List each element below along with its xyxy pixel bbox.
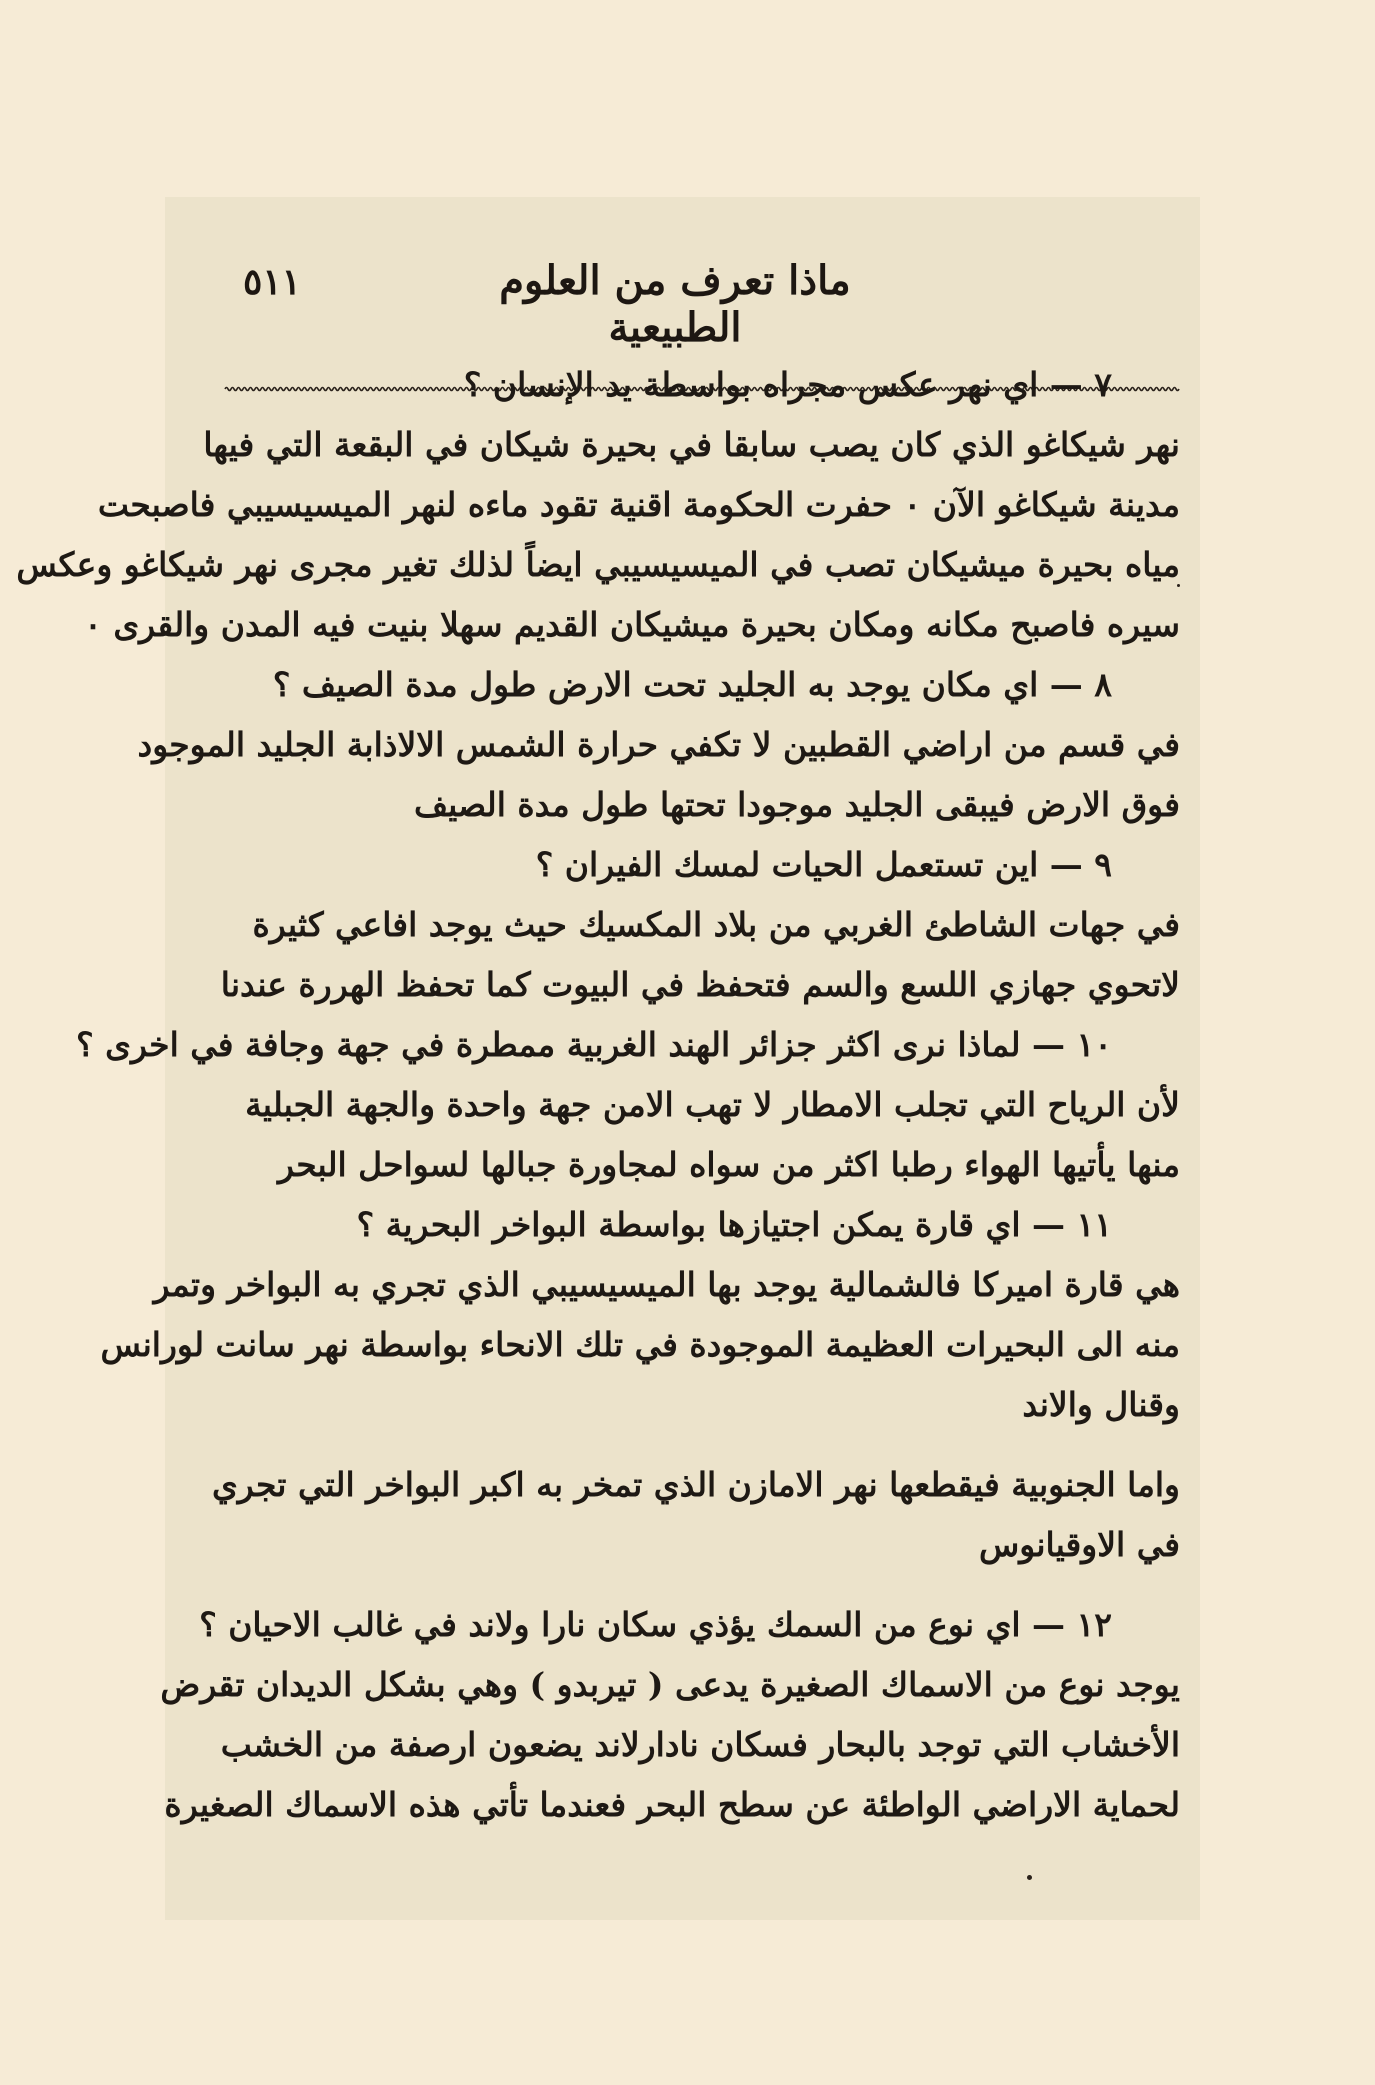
- question-10: ١٠ — لماذا نرى اكثر جزائر الهند الغربية ممطرة في جهة وجافة في اخرى ؟: [76, 1025, 1112, 1064]
- text-line: منها يأتيها الهواء رطبا اكثر من سواه لمجاورة جبالها لسواحل البحر: [278, 1145, 1180, 1184]
- text-line: فوق الارض فيبقى الجليد موجودا تحتها طول مدة الصيف: [413, 785, 1180, 824]
- book-page: [16, 197, 1200, 1920]
- text-line: منه الى البحيرات العظيمة الموجودة في تلك الانحاء بواسطة نهر سانت لورانس: [100, 1325, 1180, 1364]
- text-line: هي قارة اميركا فالشمالية يوجد بها الميسيسيبي الذي تجري به البواخر وتمر: [153, 1265, 1180, 1304]
- text-line: مدينة شيكاغو الآن ٠ حفرت الحكومة اقنية تقود ماءه لنهر الميسيسيبي فاصبحت: [97, 485, 1180, 524]
- question-12: ١٢ — اي نوع من السمك يؤذي سكان نارا ولاند في غالب الاحيان ؟: [199, 1605, 1112, 1644]
- text-line: يوجد نوع من الاسماك الصغيرة يدعى ( تيربدو ) وهي بشكل الديدان تقرض: [160, 1665, 1180, 1704]
- text-line: في الاوقيانوس: [979, 1525, 1180, 1564]
- page-number: ٥١١: [243, 261, 302, 303]
- text-line: الأخشاب التي توجد بالبحار فسكان نادارلاند يضعون ارصفة من الخشب: [220, 1725, 1180, 1764]
- question-7: ٧ — اي نهر عكس مجراه بواسطة يد الإنسان ؟: [463, 365, 1112, 404]
- question-8: ٨ — اي مكان يوجد به الجليد تحت الارض طول مدة الصيف ؟: [272, 665, 1112, 704]
- text-line: وقنال والاند: [1022, 1385, 1180, 1424]
- text-line: في قسم من اراضي القطبين لا تكفي حرارة الشمس الالاذابة الجليد الموجود: [137, 725, 1180, 764]
- page-header: [165, 257, 1200, 351]
- running-title: ماذا تعرف من العلوم الطبيعية: [499, 257, 851, 351]
- page-body: [16, 355, 1180, 1835]
- text-line: واما الجنوبية فيقطعها نهر الامازن الذي تمخر به اكبر البواخر التي تجري: [211, 1465, 1180, 1504]
- question-9: ٩ — اين تستعمل الحيات لمسك الفيران ؟: [535, 845, 1112, 884]
- text-line: سيره فاصبح مكانه ومكان بحيرة ميشيكان القديم سهلا بنيت فيه المدن والقرى ٠: [84, 605, 1180, 644]
- text-line: لحماية الاراضي الواطئة عن سطح البحر فعندما تأتي هذه الاسماك الصغيرة: [164, 1785, 1180, 1824]
- ink-speck: [1177, 584, 1180, 587]
- ink-speck: [1027, 1875, 1032, 1880]
- text-line: في جهات الشاطئ الغربي من بلاد المكسيك حيث يوجد افاعي كثيرة: [252, 905, 1180, 944]
- text-line: مياه بحيرة ميشيكان تصب في الميسيسيبي ايضاً لذلك تغير مجرى نهر شيكاغو وعكس: [16, 545, 1180, 584]
- question-11: ١١ — اي قارة يمكن اجتيازها بواسطة البواخر البحرية ؟: [356, 1205, 1112, 1244]
- text-line: نهر شيكاغو الذي كان يصب سابقا في بحيرة شيكان في البقعة التي فيها: [203, 425, 1180, 464]
- text-line: لأن الرياح التي تجلب الامطار لا تهب الامن جهة واحدة والجهة الجبلية: [245, 1085, 1180, 1124]
- text-line: لاتحوي جهازي اللسع والسم فتحفظ في البيوت كما تحفظ الهررة عندنا: [220, 965, 1180, 1004]
